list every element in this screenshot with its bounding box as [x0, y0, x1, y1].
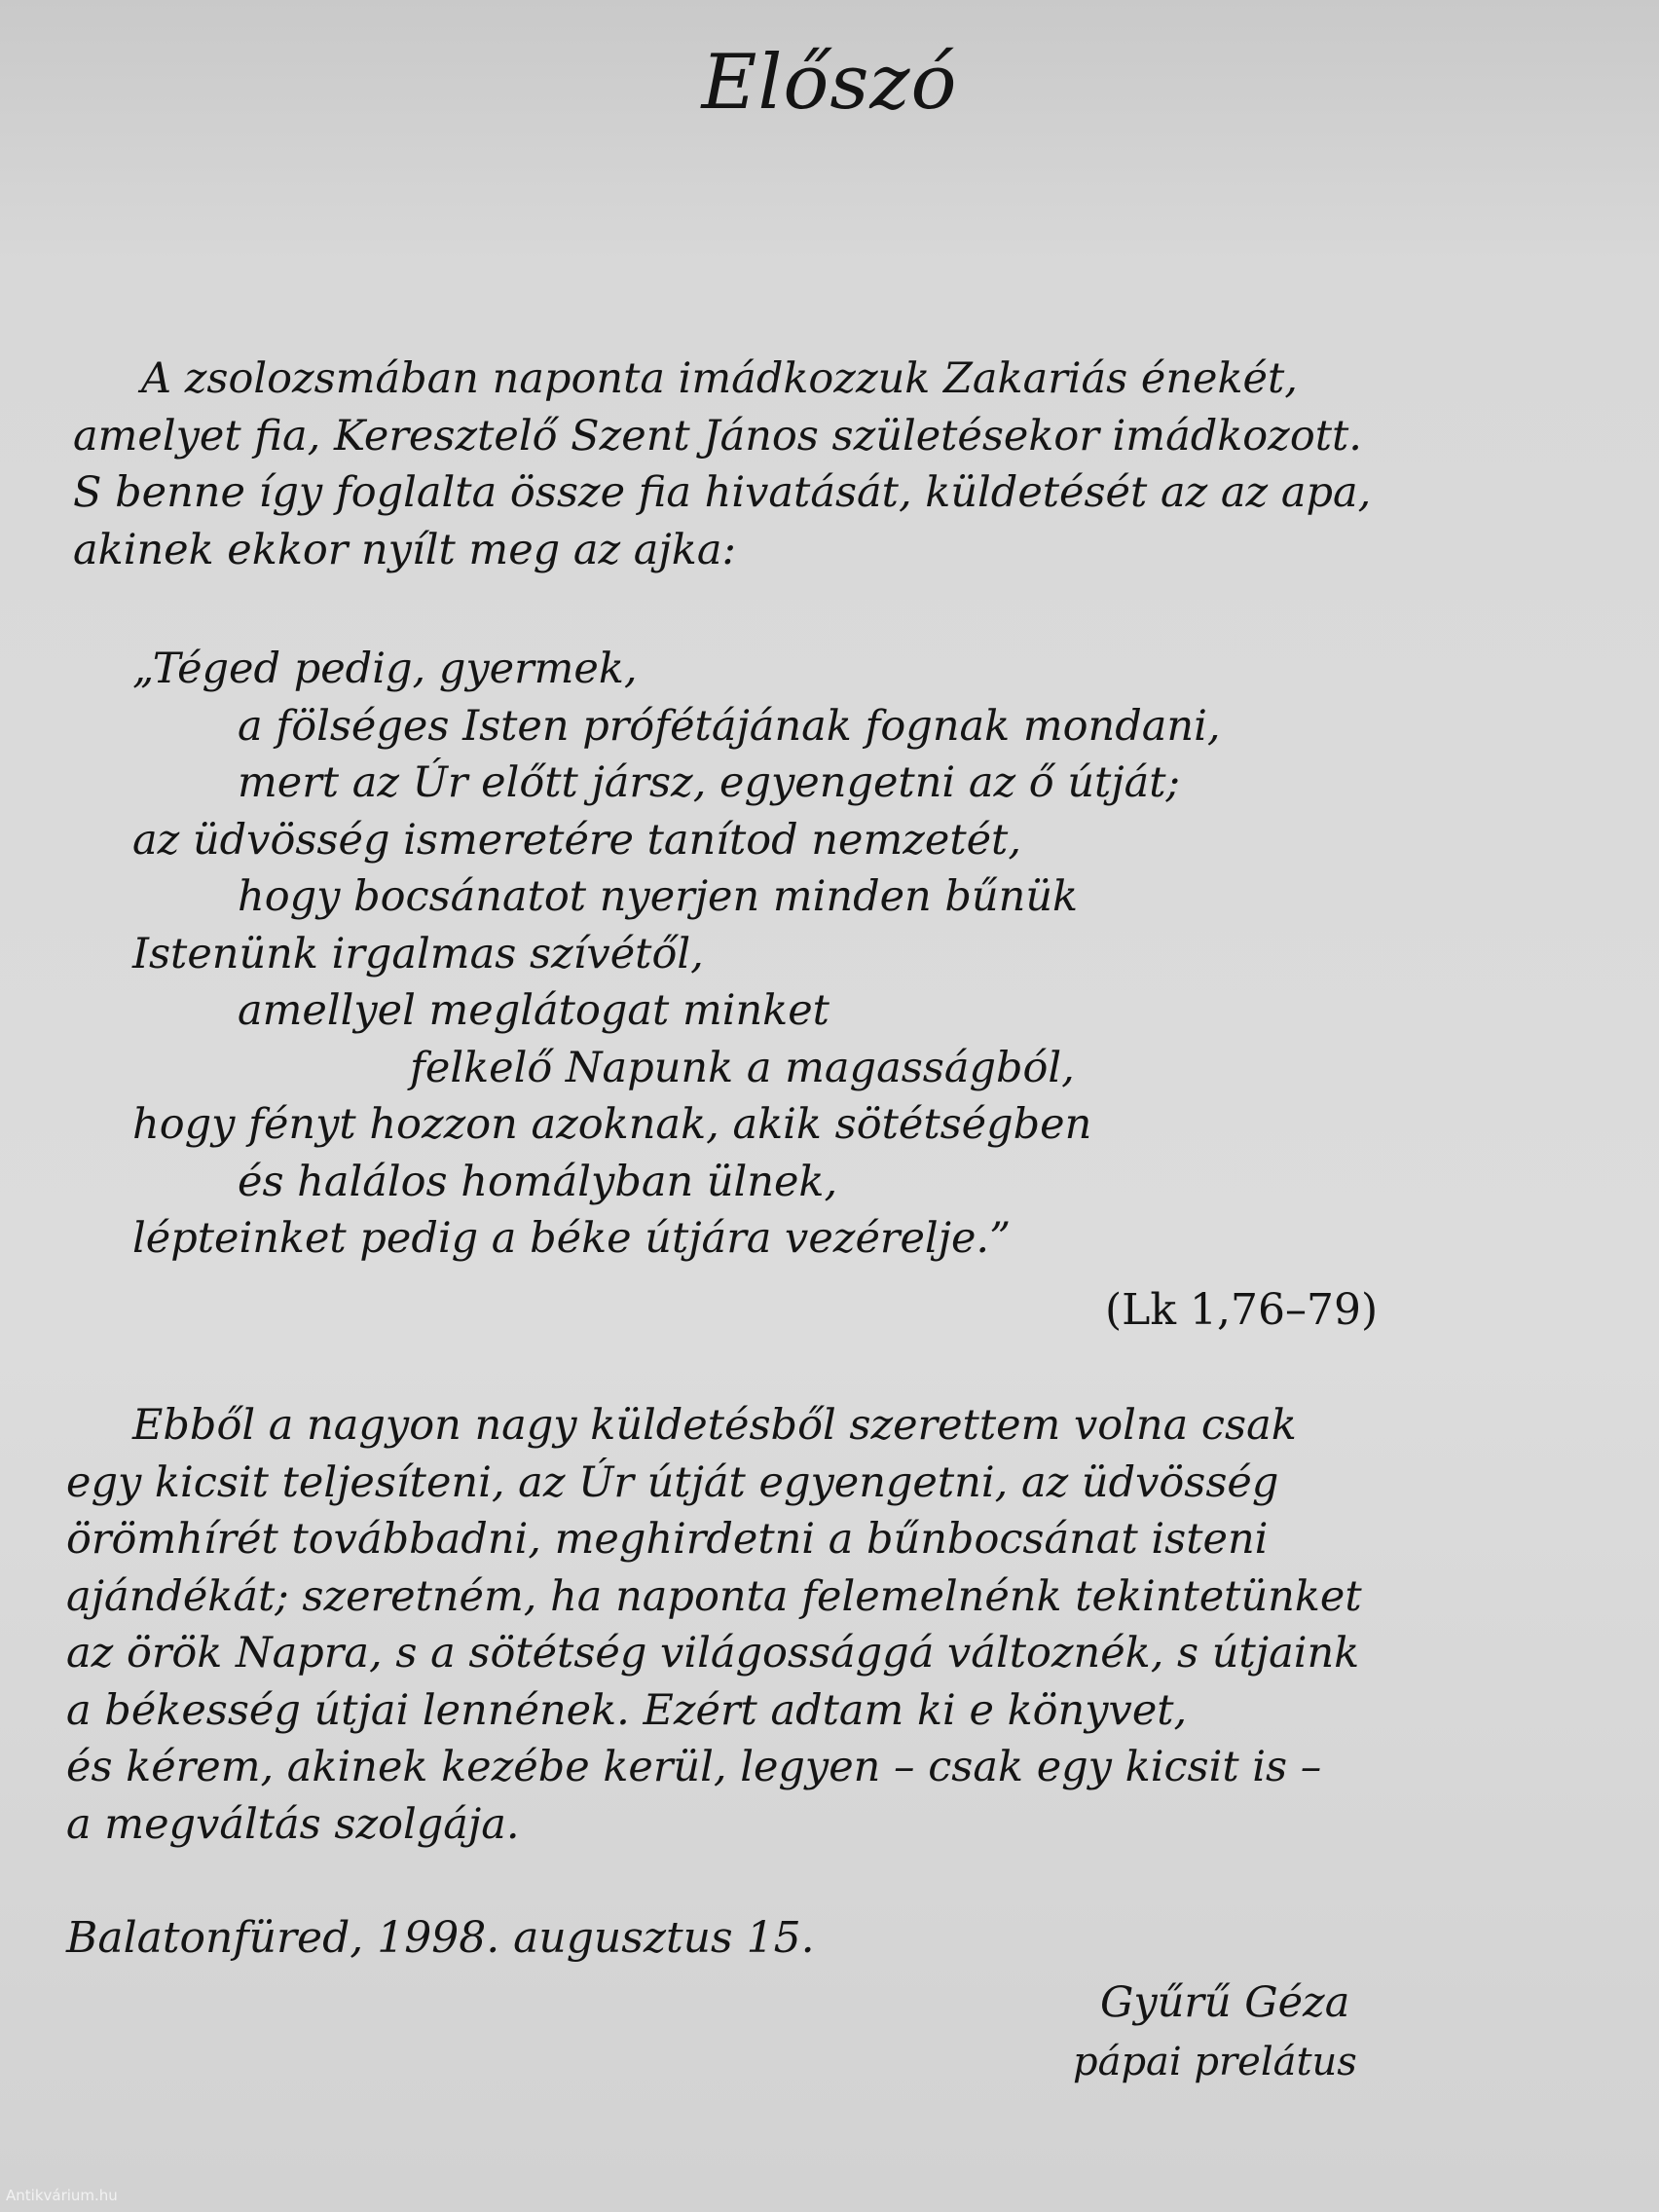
- text-line: és kérem, akinek kezébe kerül, legyen – csak egy kicsit is –: [66, 1743, 1322, 1791]
- quote-line: a fölséges Isten prófétájának fognak mondani,: [238, 701, 1221, 751]
- quote-line: az üdvösség ismeretére tanítod nemzetét,: [132, 815, 1021, 865]
- text-line: egy kicsit teljesíteni, az Úr útját egyengetni, az üdvösség: [66, 1457, 1279, 1507]
- quote-block: [132, 641, 1221, 1268]
- quote-line: lépteinket pedig a béke útjára vezérelje.”: [132, 1214, 1012, 1263]
- intro-paragraph: [73, 350, 1371, 578]
- text-line: S benne így foglalta össze fia hivatását, küldetését az az apa,: [73, 468, 1372, 517]
- text-line: ajándékát; szeretném, ha naponta felemelnénk tekintetünket: [66, 1571, 1362, 1621]
- watermark: Antikvárium.hu: [6, 2187, 118, 2204]
- quote-line: és halálos homályban ülnek,: [238, 1157, 838, 1206]
- text-line: örömhírét továbbadni, meghirdetni a bűnbocsánat isteni: [66, 1515, 1269, 1564]
- quote-line: Istenünk irgalmas szívétől,: [132, 929, 704, 978]
- date-line: Balatonfüred, 1998. augusztus 15.: [66, 1913, 815, 1963]
- quote-line: felkelő Napunk a magasságból,: [410, 1043, 1075, 1092]
- quote-line: mert az Úr előtt jársz, egyengetni az ő útját;: [238, 758, 1181, 807]
- closing-paragraph: [66, 1397, 1362, 1853]
- page-title: Előszó: [701, 39, 958, 127]
- author-name: Gyűrű Géza: [1100, 1978, 1350, 2027]
- text-line: amelyet fia, Keresztelő Szent János születésekor imádkozott.: [73, 411, 1362, 461]
- author-title: pápai prelátus: [1073, 2040, 1357, 2084]
- text-line: a békesség útjai lennének. Ezért adtam ki e könyvet,: [66, 1685, 1188, 1735]
- quote-line: hogy bocsánatot nyerjen minden bűnük: [238, 872, 1079, 921]
- text-line: Ebből a nagyon nagy küldetésből szerettem volna csak: [132, 1401, 1297, 1450]
- text-line: a megváltás szolgája.: [66, 1799, 520, 1849]
- scripture-citation: (Lk 1,76–79): [1105, 1285, 1379, 1335]
- quote-line: amellyel meglátogat minket: [238, 986, 830, 1035]
- text-line: az örök Napra, s a sötétség világossággá változnék, s útjaink: [66, 1629, 1360, 1677]
- text-line: A zsolozsmában naponta imádkozzuk Zakariás énekét,: [141, 354, 1298, 403]
- quote-line: hogy fényt hozzon azoknak, akik sötétségben: [132, 1100, 1092, 1149]
- text-line: akinek ekkor nyílt meg az ajka:: [73, 525, 736, 574]
- quote-line: „Téged pedig, gyermek,: [132, 645, 638, 693]
